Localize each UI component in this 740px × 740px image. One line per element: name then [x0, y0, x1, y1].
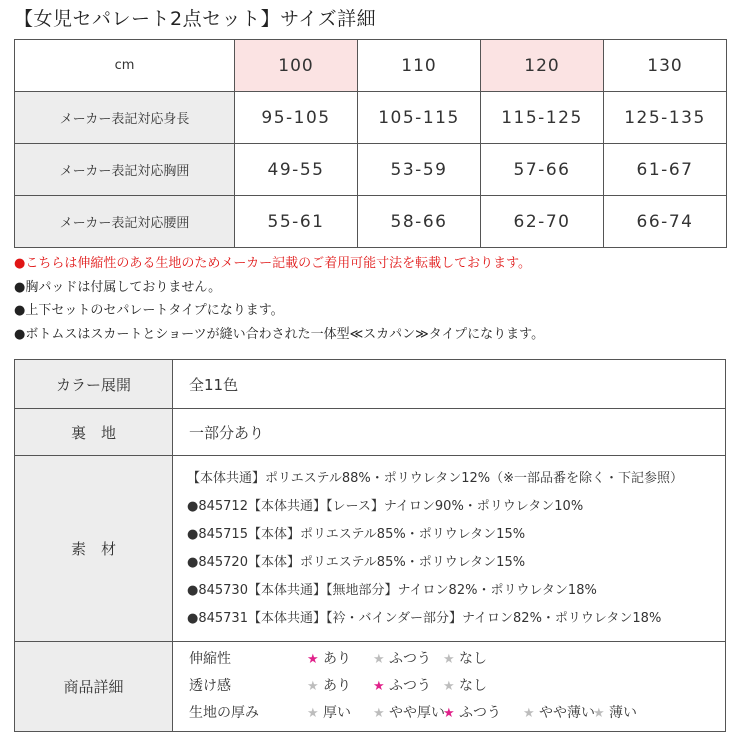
material-line: ●845720【本体】ポリエステル85%・ポリウレタン15% — [187, 554, 526, 570]
size-row-chest — [15, 144, 727, 196]
detail-label: 素 材 — [15, 456, 173, 642]
spec-empty — [685, 646, 740, 673]
size-value: 57-66 — [481, 144, 604, 196]
spec-option-label: あり — [323, 651, 351, 667]
size-value: 125-135 — [604, 92, 727, 144]
star-icon: ★ — [523, 706, 535, 721]
spec-empty — [523, 673, 593, 700]
spec-option-label: なし — [459, 678, 487, 694]
spec-option — [373, 700, 443, 727]
unit-cell: cm — [15, 40, 235, 92]
spec-list — [173, 642, 726, 732]
notes — [14, 252, 544, 346]
star-icon: ★ — [373, 652, 385, 667]
spec-grid — [189, 646, 724, 727]
star-icon: ★ — [443, 706, 455, 721]
row-label: メーカー表記対応身長 — [15, 92, 235, 144]
material-line: ●845715【本体】ポリエステル85%・ポリウレタン15% — [187, 526, 526, 542]
size-header-120: 120 — [481, 40, 604, 92]
spec-name: 生地の厚み — [189, 705, 259, 721]
detail-row-color — [15, 360, 726, 409]
material-line: ●845731【本体共通】【衿・バインダー部分】ナイロン82%・ポリウレタン18% — [187, 610, 662, 626]
spec-option — [373, 673, 443, 700]
star-icon: ★ — [443, 652, 455, 667]
spec-option — [373, 646, 443, 673]
spec-option — [443, 700, 523, 727]
star-icon: ★ — [373, 706, 385, 721]
star-icon: ★ — [373, 679, 385, 694]
detail-label: 商品詳細 — [15, 642, 173, 732]
star-icon: ★ — [307, 679, 319, 694]
detail-table — [14, 359, 726, 732]
spec-empty — [685, 673, 740, 700]
spec-option-label: やや薄い — [539, 705, 595, 721]
spec-option — [443, 646, 523, 673]
spec-option-label: あり — [323, 678, 351, 694]
size-value: 55-61 — [235, 196, 358, 248]
size-header-110: 110 — [358, 40, 481, 92]
note-set: ●上下セットのセパレートタイプになります。 — [14, 303, 284, 318]
spec-option-label: やや厚い — [389, 705, 445, 721]
size-value: 115-125 — [481, 92, 604, 144]
note-pad: ●胸パッドは付属しておりません。 — [14, 279, 222, 295]
spec-empty — [593, 646, 685, 673]
detail-row-material — [15, 456, 726, 642]
spec-empty — [523, 646, 593, 673]
spec-option — [593, 700, 685, 727]
size-row-height — [15, 92, 727, 144]
size-value: 58-66 — [358, 196, 481, 248]
size-value: 62-70 — [481, 196, 604, 248]
star-icon: ★ — [593, 706, 605, 721]
detail-row-product — [15, 642, 726, 732]
material-line: 【本体共通】ポリエステル88%・ポリウレタン12%（※一部品番を除く・下記参照） — [187, 470, 683, 486]
size-header-row — [15, 40, 727, 92]
spec-option-label: ふつう — [389, 651, 431, 667]
spec-option — [307, 646, 373, 673]
spec-option-label: 薄い — [609, 705, 637, 721]
spec-option-label: ふつう — [459, 705, 501, 721]
size-value: 105-115 — [358, 92, 481, 144]
spec-name: 伸縮性 — [189, 651, 231, 667]
star-icon: ★ — [443, 679, 455, 694]
note-stretch: ●こちらは伸縮性のある生地のためメーカー記載のご着用可能寸法を転載しております。 — [14, 256, 532, 271]
detail-value: 全11色 — [173, 360, 726, 409]
size-table — [14, 39, 727, 248]
size-value: 66-74 — [604, 196, 727, 248]
detail-label: カラー展開 — [15, 360, 173, 409]
size-row-waist — [15, 196, 727, 248]
spec-option-label: 厚い — [323, 705, 351, 721]
size-value: 53-59 — [358, 144, 481, 196]
size-header-130: 130 — [604, 40, 727, 92]
material-list — [173, 456, 726, 642]
row-label: メーカー表記対応胸囲 — [15, 144, 235, 196]
spec-option — [307, 700, 373, 727]
size-value: 95-105 — [235, 92, 358, 144]
spec-name: 透け感 — [189, 678, 231, 694]
row-label: メーカー表記対応腰囲 — [15, 196, 235, 248]
detail-label: 裏 地 — [15, 409, 173, 456]
spec-option — [443, 673, 523, 700]
size-value: 49-55 — [235, 144, 358, 196]
spec-empty — [593, 673, 685, 700]
detail-value: 一部分あり — [173, 409, 726, 456]
material-line: ●845712【本体共通】【レース】ナイロン90%・ポリウレタン10% — [187, 498, 584, 514]
spec-empty — [685, 700, 740, 727]
material-line: ●845730【本体共通】【無地部分】ナイロン82%・ポリウレタン18% — [187, 582, 597, 598]
size-header-100: 100 — [235, 40, 358, 92]
star-icon: ★ — [307, 652, 319, 667]
spec-option — [523, 700, 593, 727]
page-title: 【女児セパレート2点セット】サイズ詳細 — [14, 8, 377, 30]
detail-row-lining — [15, 409, 726, 456]
note-bottoms: ●ボトムスはスカートとショーツが縫い合わされた一体型≪スカパン≫タイプになります。 — [14, 326, 545, 342]
spec-option — [307, 673, 373, 700]
star-icon: ★ — [307, 706, 319, 721]
size-value: 61-67 — [604, 144, 727, 196]
spec-option-label: なし — [459, 651, 487, 667]
spec-option-label: ふつう — [389, 678, 431, 694]
